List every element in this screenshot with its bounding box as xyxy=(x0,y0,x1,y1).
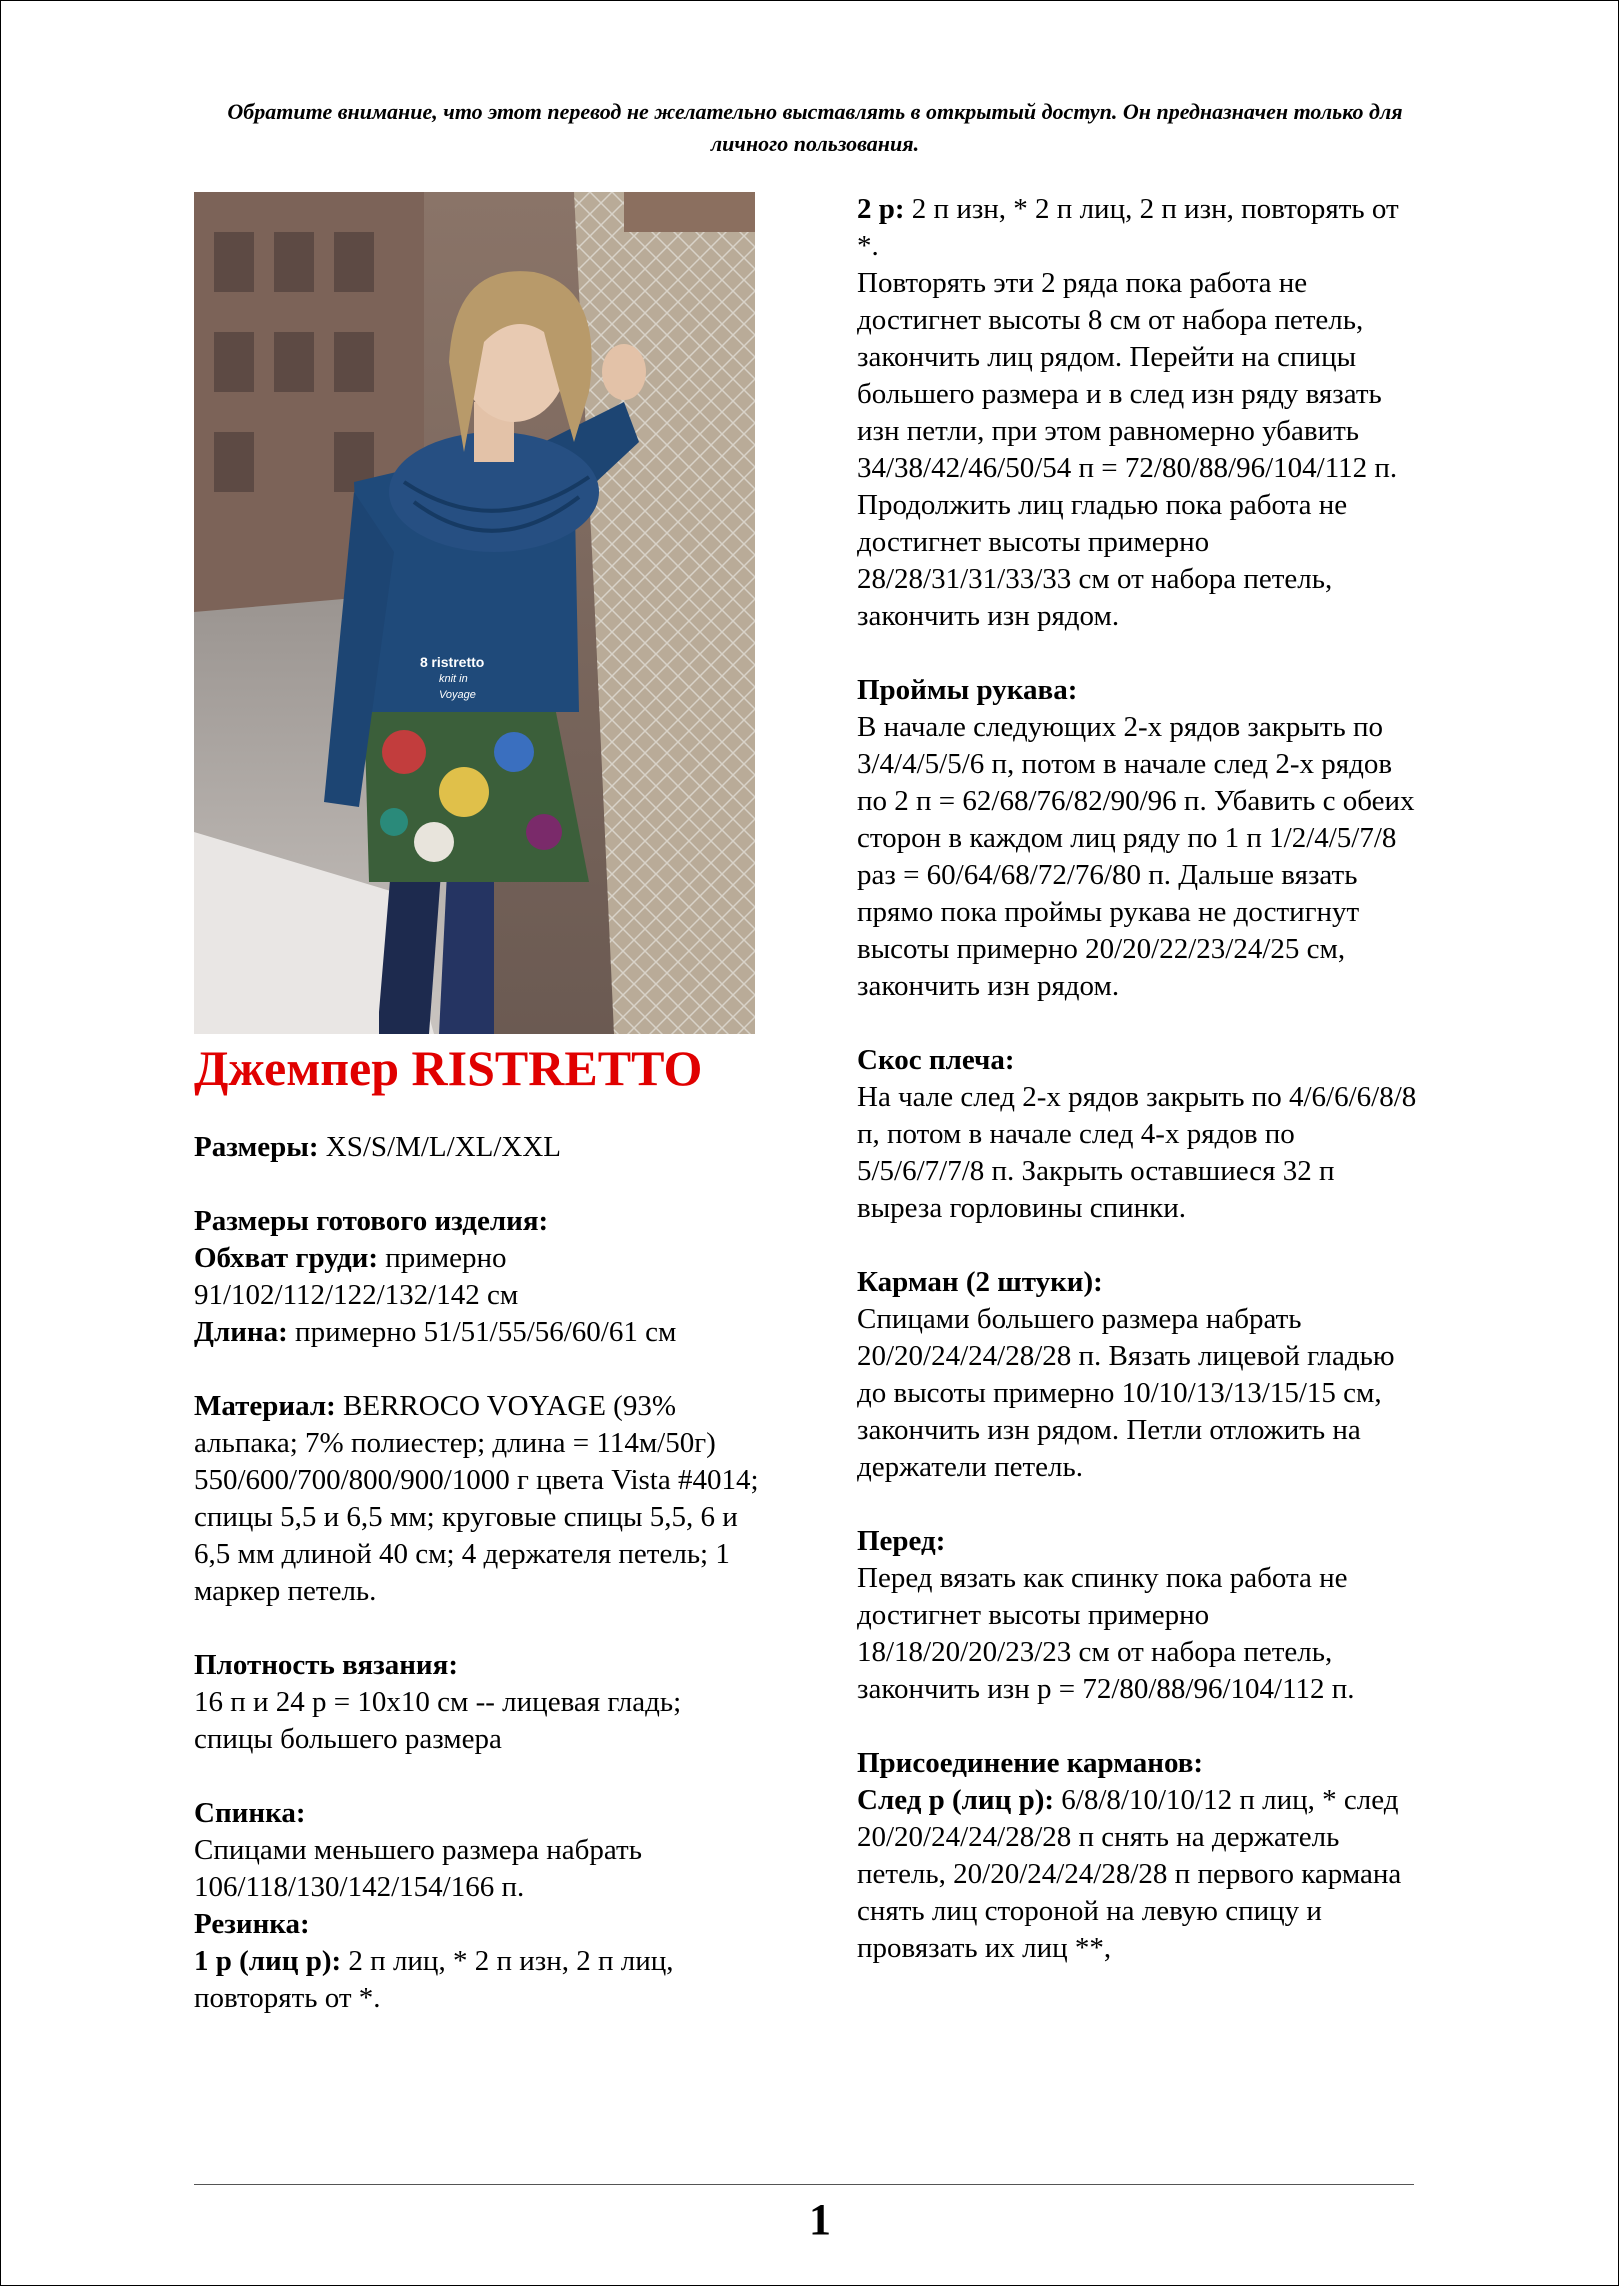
join-text: 6/8/8/10/10/12 п лиц, * след 20/20/24/24/28/28 п снять на держатель петель, 20/20/24/24/28/28 п первого кармана снять лиц стороной на левую спицу и провязать их лиц **, xyxy=(857,1784,1402,1964)
model-photo xyxy=(194,192,755,1034)
join-heading xyxy=(857,1745,1427,1782)
row2-line xyxy=(857,191,1427,265)
finished-heading xyxy=(194,1203,764,1240)
front-heading-text: Перед: xyxy=(857,1525,946,1557)
back-continued-text: Повторять эти 2 ряда пока работа не достигнет высоты 8 см от набора петель, закончить лиц рядом. Перейти на спицы большего размера и в след изн ряду вязать изн петли, при этом равномерно убавить 34/38/42/46/50/54 п = 72/80/88/96/104/112 п. Продолжить лиц гладью пока работа не достигнет высоты примерно 28/28/31/31/33/33 см от набора петель, закончить изн рядом. xyxy=(857,267,1398,632)
caption-number: 8 xyxy=(420,654,428,670)
copyright-notice: Обратите внимание, что этот перевод не желательно выставлять в открытый доступ. Он предназначен только для личного пользования. xyxy=(227,99,1403,156)
shoulder-text: На чале след 2-х рядов закрыть по 4/6/6/6/8/8 п, потом в начале след 4-х рядов по 5/5/6/7/7/8 п. Закрыть оставшиеся 32 п выреза горловины спинки. xyxy=(857,1081,1417,1224)
row1-line xyxy=(194,1943,764,2017)
sizes-value: XS/S/M/L/XL/XXL xyxy=(318,1131,562,1163)
photo-caption xyxy=(420,654,484,703)
row2-text: 2 п изн, * 2 п лиц, 2 п изн, повторять от *. xyxy=(857,193,1399,262)
sizes-label: Размеры: xyxy=(194,1131,319,1163)
length-label: Длина: xyxy=(194,1316,288,1348)
chest-label: Обхват груди: xyxy=(194,1242,378,1274)
row1-label: 1 р (лиц р): xyxy=(194,1945,342,1977)
rib-heading-text: Резинка: xyxy=(194,1908,310,1940)
sizes-line xyxy=(194,1129,764,1166)
length-value: примерно 51/51/55/56/60/61 см xyxy=(287,1316,677,1348)
page-number: 1 xyxy=(809,2195,831,2244)
caption-name: ristretto xyxy=(431,654,485,670)
length-line xyxy=(194,1314,764,1351)
finished-heading-text: Размеры готового изделия: xyxy=(194,1205,549,1237)
back-text: Спицами меньшего размера набрать 106/118/130/142/154/166 п. xyxy=(194,1834,642,1903)
material-line xyxy=(194,1388,764,1610)
gauge-heading xyxy=(194,1647,764,1684)
footer-rule xyxy=(194,2184,1414,2185)
material-value: BERROCO VOYAGE (93% альпака; 7% полиестер; длина = 114м/50г) 550/600/700/800/900/1000 г цвета Vista #4014; спицы 5,5 и 6,5 мм; круговые спицы 5,5, 6 и 6,5 мм длиной 40 см; 4 держателя петель; 1 маркер петель. xyxy=(194,1390,759,1607)
front-heading xyxy=(857,1523,1427,1560)
pattern-title: Джемпер RISTRETTO xyxy=(194,1040,703,1096)
gauge-text: 16 п и 24 р = 10х10 см -- лицевая гладь; спицы большего размера xyxy=(194,1686,682,1755)
pocket-heading-text: Карман (2 штуки): xyxy=(857,1266,1103,1298)
armhole-heading-text: Проймы рукава: xyxy=(857,674,1078,706)
right-column xyxy=(857,191,1427,1967)
pocket-heading xyxy=(857,1264,1427,1301)
row2-label: 2 р: xyxy=(857,193,905,225)
join-label: След р (лиц р): xyxy=(857,1784,1055,1816)
armhole-text: В начале следующих 2-х рядов закрыть по 3/4/4/5/5/6 п, потом в начале след 2-х рядов по 2 п = 62/68/76/82/90/96 п. Убавить с обеих сторон в каждом лиц ряду по 1 п 1/2/4/5/7/8 раз = 60/64/68/72/76/80 п. Дальше вязать прямо пока проймы рукава не достигнут высоты примерно 20/20/22/23/24/25 см, закончить изн рядом. xyxy=(857,711,1415,1002)
rib-heading xyxy=(194,1906,764,1943)
caption-sub2: Voyage xyxy=(439,689,476,701)
join-heading-text: Присоединение карманов: xyxy=(857,1747,1204,1779)
shoulder-heading-text: Скос плеча: xyxy=(857,1044,1015,1076)
chest-line xyxy=(194,1240,764,1314)
chest-value: примерно 91/102/112/122/132/142 см xyxy=(194,1242,519,1311)
front-text: Перед вязать как спинку пока работа не достигнет высоты примерно 18/18/20/20/23/23 см от набора петель, закончить изн р = 72/80/88/96/104/112 п. xyxy=(857,1562,1355,1705)
left-column xyxy=(194,1129,764,2017)
join-line xyxy=(857,1782,1427,1967)
row1-text: 2 п лиц, * 2 п изн, 2 п лиц, повторять от *. xyxy=(194,1945,674,2014)
back-heading xyxy=(194,1795,764,1832)
armhole-heading xyxy=(857,672,1427,709)
gauge-heading-text: Плотность вязания: xyxy=(194,1649,458,1681)
caption-sub1: knit in xyxy=(439,673,468,685)
back-heading-text: Спинка: xyxy=(194,1797,306,1829)
pocket-text: Спицами большего размера набрать 20/20/24/24/28/28 п. Вязать лицевой гладью до высоты примерно 10/10/13/13/15/15 см, закончить изн рядом. Петли отложить на держатели петель. xyxy=(857,1303,1395,1483)
shoulder-heading xyxy=(857,1042,1427,1079)
material-label: Материал: xyxy=(194,1390,336,1422)
photo-illustration xyxy=(194,192,755,1034)
